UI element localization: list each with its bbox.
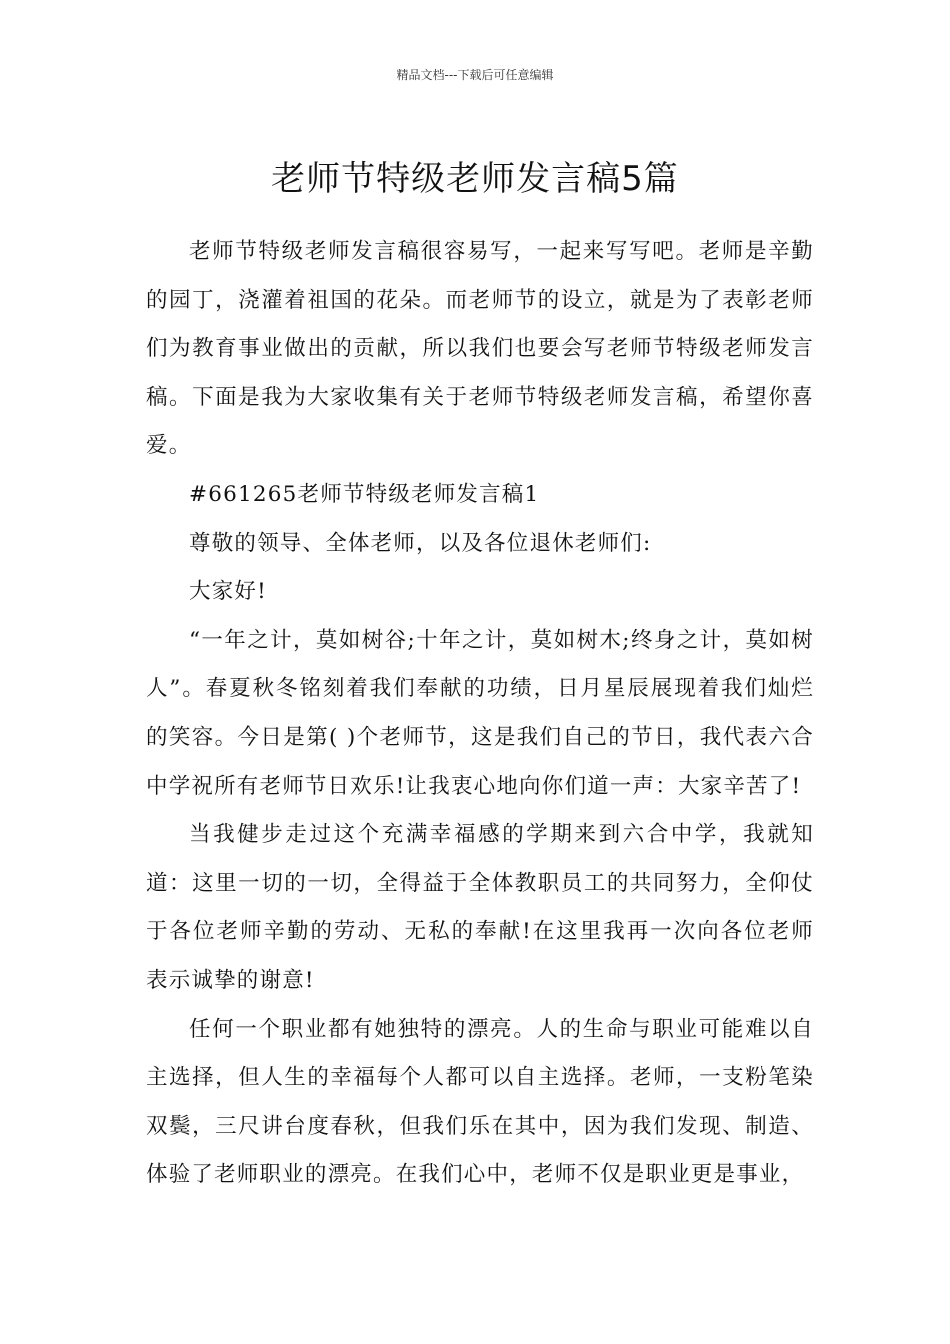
header-note: 精品文档---下载后可任意编辑 <box>396 68 554 82</box>
body-paragraph: 当我健步走过这个充满幸福感的学期来到六合中学，我就知道：这里一切的一切，全得益于全体教职员工的共同努力，全仰仗于各位老师辛勤的劳动、无私的奉献!在这里我再一次向各位老师表示诚挚的谢意! <box>146 822 814 993</box>
body-paragraph: “一年之计，莫如树谷;十年之计，莫如树木;终身之计，莫如树人”。春夏秋冬铭刻着我们奉献的功绩，日月星辰展现着我们灿烂的笑容。今日是第( )个老师节，这是我们自己的节日，我代表六合中学祝所有老师节日欢乐!让我衷心地向你们道一声：大家辛苦了! <box>146 627 814 799</box>
salutation: 尊敬的领导、全体老师，以及各位退休老师们: <box>189 530 652 556</box>
document-body <box>146 228 814 1200</box>
greeting: 大家好! <box>189 579 267 605</box>
document-title: 老师节特级老师发言稿5篇 <box>271 158 679 199</box>
section-heading: #661265老师节特级老师发言稿1 <box>189 481 540 507</box>
intro-paragraph: 老师节特级老师发言稿很容易写，一起来写写吧。老师是辛勤的园丁，浇灌着祖国的花朵。而老师节的设立，就是为了表彰老师们为教育事业做出的贡献，所以我们也要会写老师节特级老师发言稿。下面是我为大家收集有关于老师节特级老师发言稿，希望你喜爱。 <box>146 239 814 459</box>
body-paragraph: 任何一个职业都有她独特的漂亮。人的生命与职业可能难以自主选择，但人生的幸福每个人都可以自主选择。老师，一支粉笔染双鬓，三尺讲台度春秋，但我们乐在其中，因为我们发现、制造、体验了老师职业的漂亮。在我们心中，老师不仅是职业更是事业， <box>146 1016 814 1188</box>
